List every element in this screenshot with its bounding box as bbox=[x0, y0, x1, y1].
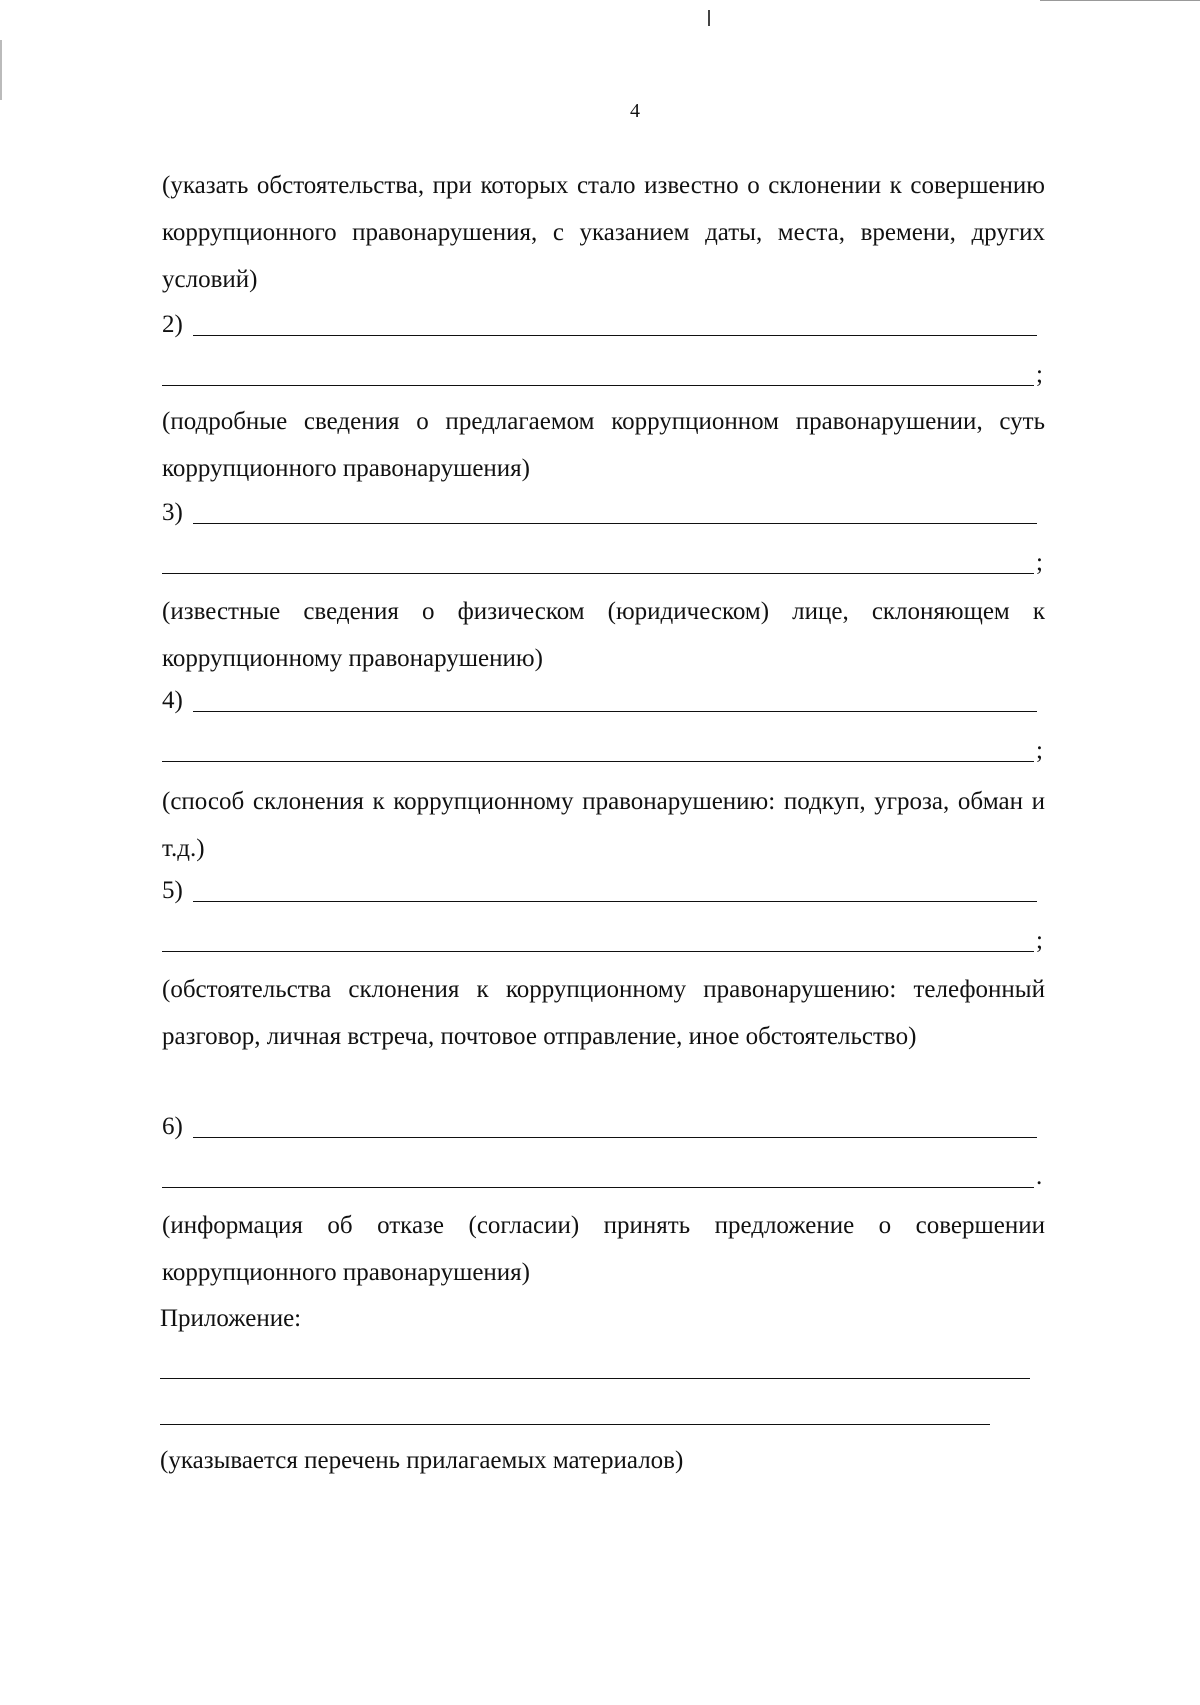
item-4-end-mark: ; bbox=[1036, 737, 1043, 764]
item-5-input-line[interactable] bbox=[193, 901, 1037, 902]
item-5-row bbox=[162, 876, 1037, 906]
hint-inducement-method: (способ склонения к коррупционному правонарушению: подкуп, угроза, обман и т.д.) bbox=[162, 788, 1045, 862]
item-number: 2) bbox=[162, 311, 183, 338]
item-6-input-line[interactable] bbox=[193, 1137, 1037, 1138]
item-5-continuation bbox=[162, 926, 1043, 956]
item-number: 4) bbox=[162, 687, 183, 714]
item-3-input-line[interactable] bbox=[193, 523, 1037, 524]
item-4-continuation bbox=[162, 736, 1043, 766]
item-3-end-mark: ; bbox=[1036, 549, 1043, 576]
item-4-input-line[interactable] bbox=[193, 711, 1037, 712]
item-2-continuation-line[interactable] bbox=[162, 385, 1034, 386]
scan-mark bbox=[0, 40, 2, 100]
hint-attachments-list: (указывается перечень прилагаемых материалов) bbox=[160, 1447, 684, 1474]
attachment-label: Приложение: bbox=[160, 1305, 302, 1332]
attachment-line-1[interactable] bbox=[160, 1378, 1030, 1379]
item-6-continuation-line[interactable] bbox=[162, 1187, 1034, 1188]
item-2-row bbox=[162, 310, 1037, 340]
attachment-line-2[interactable] bbox=[160, 1424, 990, 1425]
item-number: 6) bbox=[162, 1113, 183, 1140]
scan-mark bbox=[1040, 0, 1200, 1]
hint-refusal-consent: (информация об отказе (согласии) принять предложение о совершении коррупционного правонарушения) bbox=[162, 1212, 1045, 1286]
hint-offense-details: (подробные сведения о предлагаемом коррупционном правонарушении, суть коррупционного правонарушения) bbox=[162, 408, 1045, 482]
item-2-input-line[interactable] bbox=[193, 335, 1037, 336]
hint-inducement-circumstances: (обстоятельства склонения к коррупционному правонарушению: телефонный разговор, личная встреча, почтовое отправление, иное обстоятельство) bbox=[162, 976, 1045, 1050]
item-number: 3) bbox=[162, 499, 183, 526]
hint-person-info: (известные сведения о физическом (юридическом) лице, склоняющем к коррупционному правонарушению) bbox=[162, 598, 1045, 672]
item-5-end-mark: ; bbox=[1036, 927, 1043, 954]
item-3-continuation bbox=[162, 548, 1043, 578]
item-6-end-mark: . bbox=[1036, 1163, 1043, 1190]
item-3-row bbox=[162, 498, 1037, 528]
scan-mark bbox=[708, 10, 710, 26]
item-4-row bbox=[162, 686, 1037, 716]
item-4-continuation-line[interactable] bbox=[162, 761, 1034, 762]
item-6-row bbox=[162, 1112, 1037, 1142]
item-5-continuation-line[interactable] bbox=[162, 951, 1034, 952]
item-number: 5) bbox=[162, 877, 183, 904]
page-number: 4 bbox=[630, 100, 640, 122]
hint-circumstances: (указать обстоятельства, при которых стало известно о склонении к совершению коррупционного правонарушения, с указанием даты, места, времени, других условий) bbox=[162, 172, 1045, 293]
item-2-continuation bbox=[162, 360, 1043, 390]
item-3-continuation-line[interactable] bbox=[162, 573, 1034, 574]
item-6-continuation bbox=[162, 1162, 1042, 1192]
item-2-end-mark: ; bbox=[1036, 361, 1043, 388]
